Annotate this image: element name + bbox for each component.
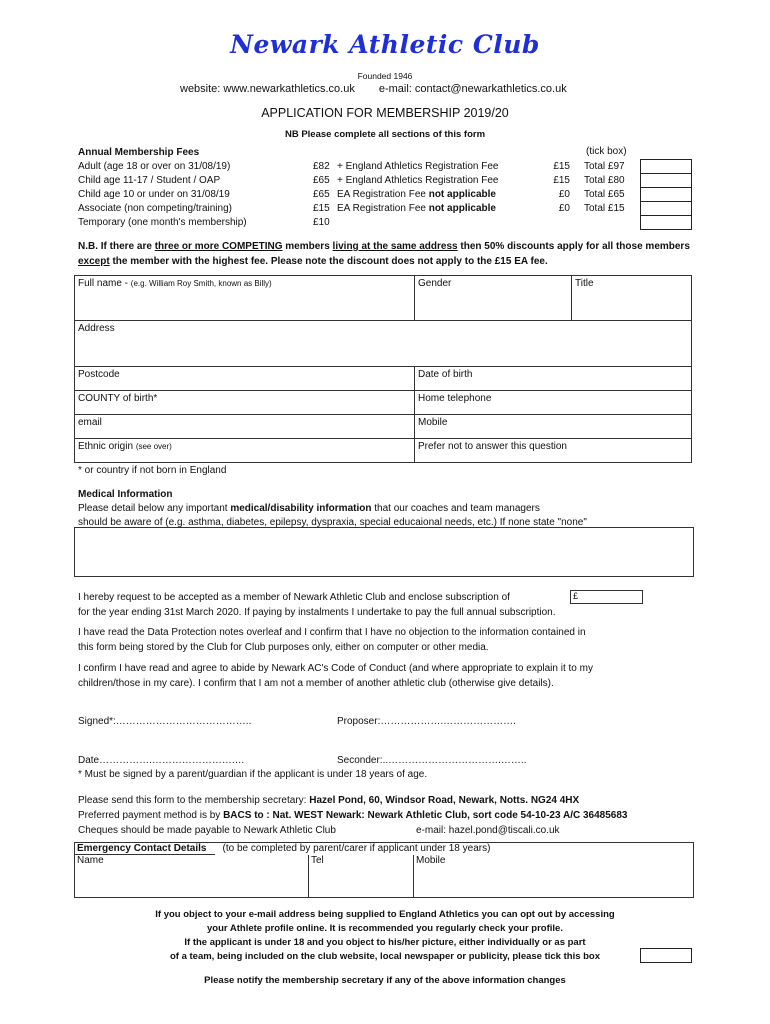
ethnic-hint: (see over) [135, 442, 172, 451]
signed-line[interactable]: Signed*:………………………………….. [78, 716, 252, 727]
title-field[interactable] [572, 276, 692, 321]
declaration-text: I confirm I have read and agree to abide by Newark AC's Code of Conduct (and where appropriate to explain it to my [78, 663, 593, 674]
prefer-not-field[interactable] [415, 439, 692, 463]
photo-objection-tick-box[interactable] [640, 948, 692, 963]
medical-text: that our coaches and team managers [371, 503, 540, 514]
fees-totals [584, 160, 625, 216]
club-name: Newark Athletic Club [230, 30, 540, 59]
fee-ea-amount: £0 [558, 203, 570, 214]
emergency-mobile-label: Mobile [416, 855, 446, 866]
email-text: e-mail: contact@newarkathletics.co.uk [378, 83, 567, 95]
fee-ea-amount: £15 [553, 175, 570, 186]
declaration-text: for the year ending 31st March 2020. If paying by instalments I undertake to pay the full annual subscription. [78, 607, 556, 618]
tick-box-adult[interactable] [640, 159, 692, 174]
data-protection-declaration [78, 625, 688, 655]
home-tel-field[interactable] [415, 391, 692, 415]
medical-text-bold: medical/disability information [230, 503, 372, 514]
medical-text: should be aware of (e.g. asthma, diabetes, epilepsy, dyspraxia, special educaional needs, etc.) If none state "none" [78, 517, 587, 528]
prefer-not-label: Prefer not to answer this question [418, 441, 567, 452]
seconder-line[interactable]: Seconder:..…………………………….…….. [337, 755, 527, 766]
tick-box-child-11-17[interactable] [640, 173, 692, 188]
full-name-hint: (e.g. William Roy Smith, known as Billy) [130, 279, 272, 288]
contact-line [180, 83, 567, 95]
country-footnote: * or country if not born in England [78, 465, 227, 476]
fee-desc [337, 174, 498, 188]
emergency-note: (to be completed by parent/carer if applicant under 18 years) [222, 843, 491, 854]
subscription-amount-box[interactable]: £ [570, 590, 643, 604]
fee-price: £10 [313, 217, 330, 228]
fee-price: £65 [313, 189, 330, 200]
cheque-text: Cheques should be made payable to Newark Athletic Club [78, 825, 336, 836]
county-label: COUNTY of birth* [78, 393, 158, 404]
payment-text-bold: BACS to : Nat. WEST Newark: Newark Athletic Club, sort code 54-10-23 A/C 36485683 [223, 810, 628, 821]
fee-category: Adult (age 18 or over on 31/08/19) [78, 161, 231, 172]
dob-field[interactable] [415, 367, 692, 391]
applicant-details-table [74, 275, 692, 463]
payment-text: Please send this form to the membership secretary: [78, 795, 310, 806]
emergency-contact-box [74, 842, 694, 898]
date-line[interactable]: Date…………….…………………….… [78, 755, 245, 766]
discount-note [78, 239, 698, 269]
gender-field[interactable] [415, 276, 572, 321]
emergency-mobile-field[interactable] [414, 855, 693, 897]
fee-desc-text: EA Registration Fee [337, 189, 429, 200]
tick-box-heading: (tick box) [586, 146, 627, 157]
secretary-email: e-mail: hazel.pond@tiscali.co.uk [416, 825, 560, 836]
fees-prices [313, 160, 330, 230]
ethnic-field[interactable] [75, 439, 415, 463]
fee-price: £15 [313, 203, 330, 214]
fee-price: £82 [313, 161, 330, 172]
nb-note: NB Please complete all sections of this form [284, 129, 486, 140]
dob-label: Date of birth [418, 369, 473, 380]
declaration-text: this form being stored by the Club for Club purposes only, either on computer or other media. [78, 642, 489, 653]
fee-desc [337, 202, 498, 216]
address-field[interactable] [75, 321, 692, 367]
home-tel-label: Home telephone [418, 393, 492, 404]
emergency-heading: Emergency Contact Details [77, 843, 207, 854]
payment-text-bold: Hazel Pond, 60, Windsor Road, Newark, Notts. NG24 4HX [309, 795, 580, 806]
emergency-name-field[interactable] [75, 855, 308, 897]
code-of-conduct-declaration [78, 661, 688, 691]
fee-desc-bold: not applicable [428, 203, 496, 214]
mobile-field[interactable] [415, 415, 692, 439]
declaration-text: I hereby request to be accepted as a member of Newark Athletic Club and enclose subscription of [78, 592, 510, 603]
discount-text: the member with the highest fee. Please note the discount does not apply to the £15 EA fee. [109, 256, 548, 267]
founded-text: Founded 1946 [357, 71, 413, 81]
declaration-text: I have read the Data Protection notes overleaf and I confirm that I have no objection to the information contained in [78, 627, 586, 638]
discount-underlined: living at the same address [332, 241, 458, 252]
discount-underlined: three or more COMPETING [154, 241, 283, 252]
fee-desc-text: + England Athletics Registration Fee [337, 175, 499, 186]
medical-instructions [78, 502, 587, 530]
full-name-field[interactable] [75, 276, 415, 321]
ethnic-label: Ethnic origin [78, 441, 136, 452]
postcode-label: Postcode [78, 369, 120, 380]
form-title: APPLICATION FOR MEMBERSHIP 2019/20 [261, 106, 509, 120]
fee-total: Total £80 [584, 175, 625, 186]
discount-underlined: except [78, 256, 110, 267]
fee-total: Total £15 [584, 203, 625, 214]
payment-instructions [78, 793, 718, 838]
postcode-field[interactable] [75, 367, 415, 391]
tick-box-child-10-under[interactable] [640, 187, 692, 202]
fee-price: £65 [313, 175, 330, 186]
privacy-text: If you object to your e-mail address being supplied to England Athletics you can opt out by accessing [155, 909, 615, 920]
fee-category: Temporary (one month's membership) [78, 217, 247, 228]
signature-note: * Must be signed by a parent/guardian if the applicant is under 18 years of age. [78, 769, 428, 780]
fees-heading: Annual Membership Fees [78, 147, 200, 158]
proposer-line[interactable]: Proposer:……………….…………………. [337, 716, 516, 727]
fees-ea-amounts [550, 160, 570, 216]
emergency-name-label: Name [77, 855, 104, 866]
emergency-tel-label: Tel [311, 855, 324, 866]
fee-desc-text: EA Registration Fee [337, 203, 429, 214]
fee-desc-text: + England Athletics Registration Fee [337, 161, 499, 172]
fee-category: Child age 11-17 / Student / OAP [78, 175, 221, 186]
title-label: Title [575, 278, 594, 289]
website-text: website: www.newarkathletics.co.uk [180, 83, 355, 95]
fee-desc [337, 188, 498, 202]
discount-text: members [282, 241, 333, 252]
tick-box-associate[interactable] [640, 201, 692, 216]
fee-total: Total £65 [584, 189, 625, 200]
fee-ea-amount: £0 [558, 189, 570, 200]
fee-category: Associate (non competing/training) [78, 203, 232, 214]
emergency-heading-row [77, 843, 490, 854]
fee-desc [337, 160, 498, 174]
fees-descriptions [337, 160, 498, 216]
address-label: Address [78, 323, 115, 334]
payment-text: Preferred payment method is by [78, 810, 224, 821]
fee-total: Total £97 [584, 161, 625, 172]
fees-categories [78, 146, 247, 230]
email-field[interactable] [75, 415, 415, 439]
medical-heading: Medical Information [78, 489, 173, 500]
privacy-text: your Athlete profile online. It is recommended you regularly check your profile. [207, 923, 563, 934]
discount-text: N.B. If there are [78, 241, 155, 252]
mobile-label: Mobile [418, 417, 448, 428]
privacy-text: If the applicant is under 18 and you object to his/her picture, either individually or as part [184, 937, 586, 948]
fee-ea-amount: £15 [553, 161, 570, 172]
county-field[interactable] [75, 391, 415, 415]
notify-changes-text: Please notify the membership secretary if any of the above information changes [204, 975, 566, 986]
email-label: email [78, 417, 102, 428]
emergency-tel-field[interactable] [309, 855, 413, 897]
medical-text: Please detail below any important [78, 503, 231, 514]
gender-label: Gender [418, 278, 452, 289]
fee-desc-bold: not applicable [428, 189, 496, 200]
fee-category: Child age 10 or under on 31/08/19 [78, 189, 230, 200]
medical-info-box[interactable] [74, 527, 694, 577]
privacy-text: of a team, being included on the club website, local newspaper or publicity, please tick this box [169, 951, 601, 962]
full-name-label: Full name - [78, 278, 131, 289]
discount-text: then 50% discounts apply for all those members [457, 241, 690, 252]
tick-box-temporary[interactable] [640, 215, 692, 230]
declaration-text: children/those in my care). I confirm that I am not a member of another athletic club (otherwise give details). [78, 678, 554, 689]
